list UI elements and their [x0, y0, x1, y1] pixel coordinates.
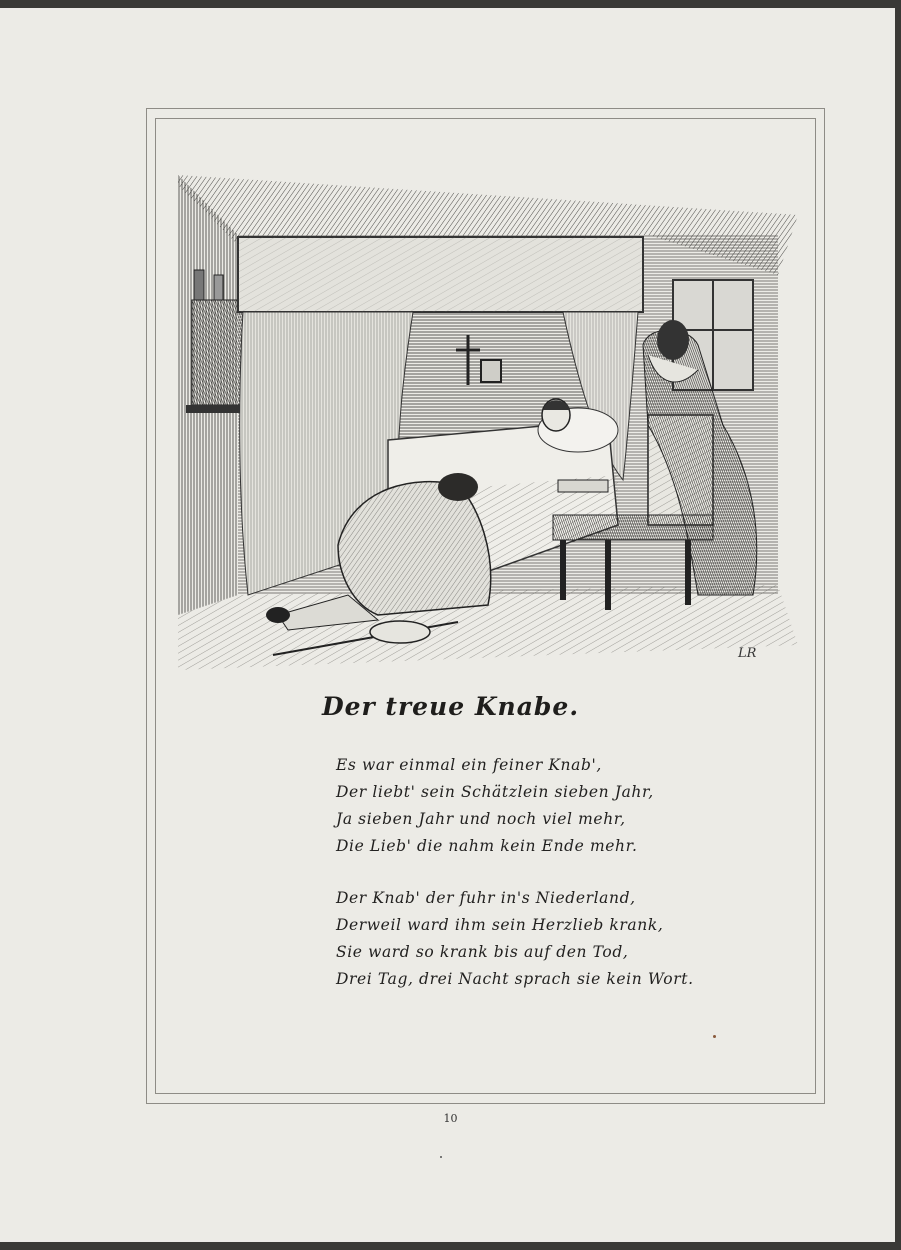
hat-icon — [370, 621, 430, 643]
verse-line: Drei Tag, drei Nacht sprach sie kein Wort. — [336, 970, 694, 988]
stanza-2 — [336, 885, 696, 993]
paper-speck — [713, 1035, 716, 1038]
paper-speck — [440, 1156, 442, 1158]
verse-line: Es war einmal ein feiner Knab', — [336, 756, 602, 774]
stanza-1 — [336, 752, 696, 860]
page-number: 10 — [443, 1112, 458, 1125]
verse-line: Der liebt' sein Schätzlein sieben Jahr, — [336, 783, 654, 801]
wall-picture-icon — [481, 360, 501, 382]
verse-line: Ja sieben Jahr und noch viel mehr, — [336, 810, 626, 828]
engraving-illustration — [178, 175, 798, 670]
verse-line: Der Knab' der fuhr in's Niederland, — [336, 889, 636, 907]
verse-line: Sie ward so krank bis auf den Tod, — [336, 943, 629, 961]
artist-monogram: LR — [738, 646, 757, 661]
verse-line: Die Lieb' die nahm kein Ende mehr. — [336, 837, 638, 855]
poem-title: Der treue Knabe. — [321, 692, 580, 721]
verse-line: Derweil ward ihm sein Herzlieb krank, — [336, 916, 664, 934]
